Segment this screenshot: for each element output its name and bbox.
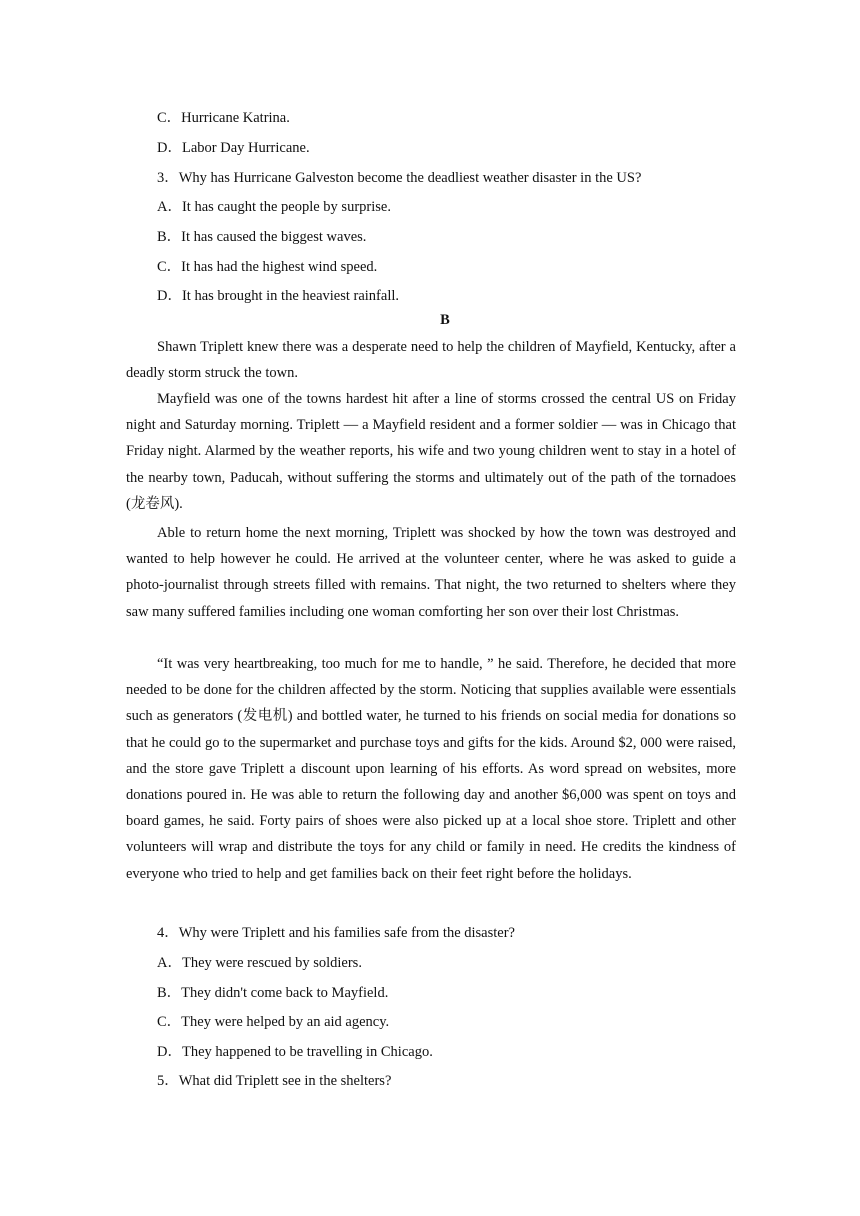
passage-paragraph-2: Mayfield was one of the towns hardest hit after a line of storms crossed the central US on Friday night and Saturday morning. Triplett — a Mayfield resident and a former soldier — was in Chicago that Friday night. Alarmed by the weather reports, his wife and two young children went to stay in a hotel of the nearby town, Paducah, without suffering the storms and ultimately out of the path of the tornadoes (龙卷风). (126, 391, 736, 512)
passage-paragraph-4: “It was very heartbreaking, too much for me to handle, ” he said. Therefore, he decided that more needed to be done for the children affected by the storm. Noticing that supplies available were essentials such as generators (发电机) and bottled water, he turned to his friends on social media for donations so that he could go to the supermarket and purchase toys and gifts for the kids. Around $2, 000 were raised, and the store gave Triplett a discount upon learning of his efforts. As word spread on websites, more donations poured in. He was able to return the following day and another $6,000 was spent on toys and board games, he said. Forty pairs of shoes were also picked up at a local shoe store. Triplett and other volunteers will wrap and distribute the toys for any child or family in need. He credits the kindness of everyone who tried to help and get families back on their feet right before the holidays. (126, 656, 736, 882)
passage-paragraph-3: Able to return home the next morning, Triplett was shocked by how the town was destroyed and wanted to help however he could. He arrived at the volunteer center, where he was asked to guide a photo-journalist through streets filled with remains. That night, the two returned to shelters where they saw many suffered families including one woman comforting her son over their lost Christmas. (126, 525, 736, 620)
q3-option-b: B．It has caused the biggest waves. (157, 229, 367, 245)
q4-option-a: A．They were rescued by soldiers. (157, 955, 362, 971)
q3-question: 3．Why has Hurricane Galveston become the deadliest weather disaster in the US? (157, 170, 642, 186)
passage-paragraph-1: Shawn Triplett knew there was a desperate need to help the children of Mayfield, Kentucky, after a deadly storm struck the town. (126, 339, 736, 382)
section-b-heading: B (440, 312, 450, 328)
q2-option-c: C．Hurricane Katrina. (157, 110, 290, 126)
q4-option-c: C．They were helped by an aid agency. (157, 1014, 390, 1030)
q4-question: 4．Why were Triplett and his families safe from the disaster? (157, 925, 515, 941)
q4-option-d: D．They happened to be travelling in Chicago. (157, 1044, 433, 1060)
q3-option-c: C．It has had the highest wind speed. (157, 259, 378, 275)
q3-option-a: A．It has caught the people by surprise. (157, 199, 391, 215)
q2-option-d: D．Labor Day Hurricane. (157, 140, 310, 156)
q4-option-b: B．They didn't come back to Mayfield. (157, 985, 389, 1001)
q3-option-d: D．It has brought in the heaviest rainfall. (157, 288, 400, 304)
q5-question: 5．What did Triplett see in the shelters? (157, 1073, 392, 1089)
